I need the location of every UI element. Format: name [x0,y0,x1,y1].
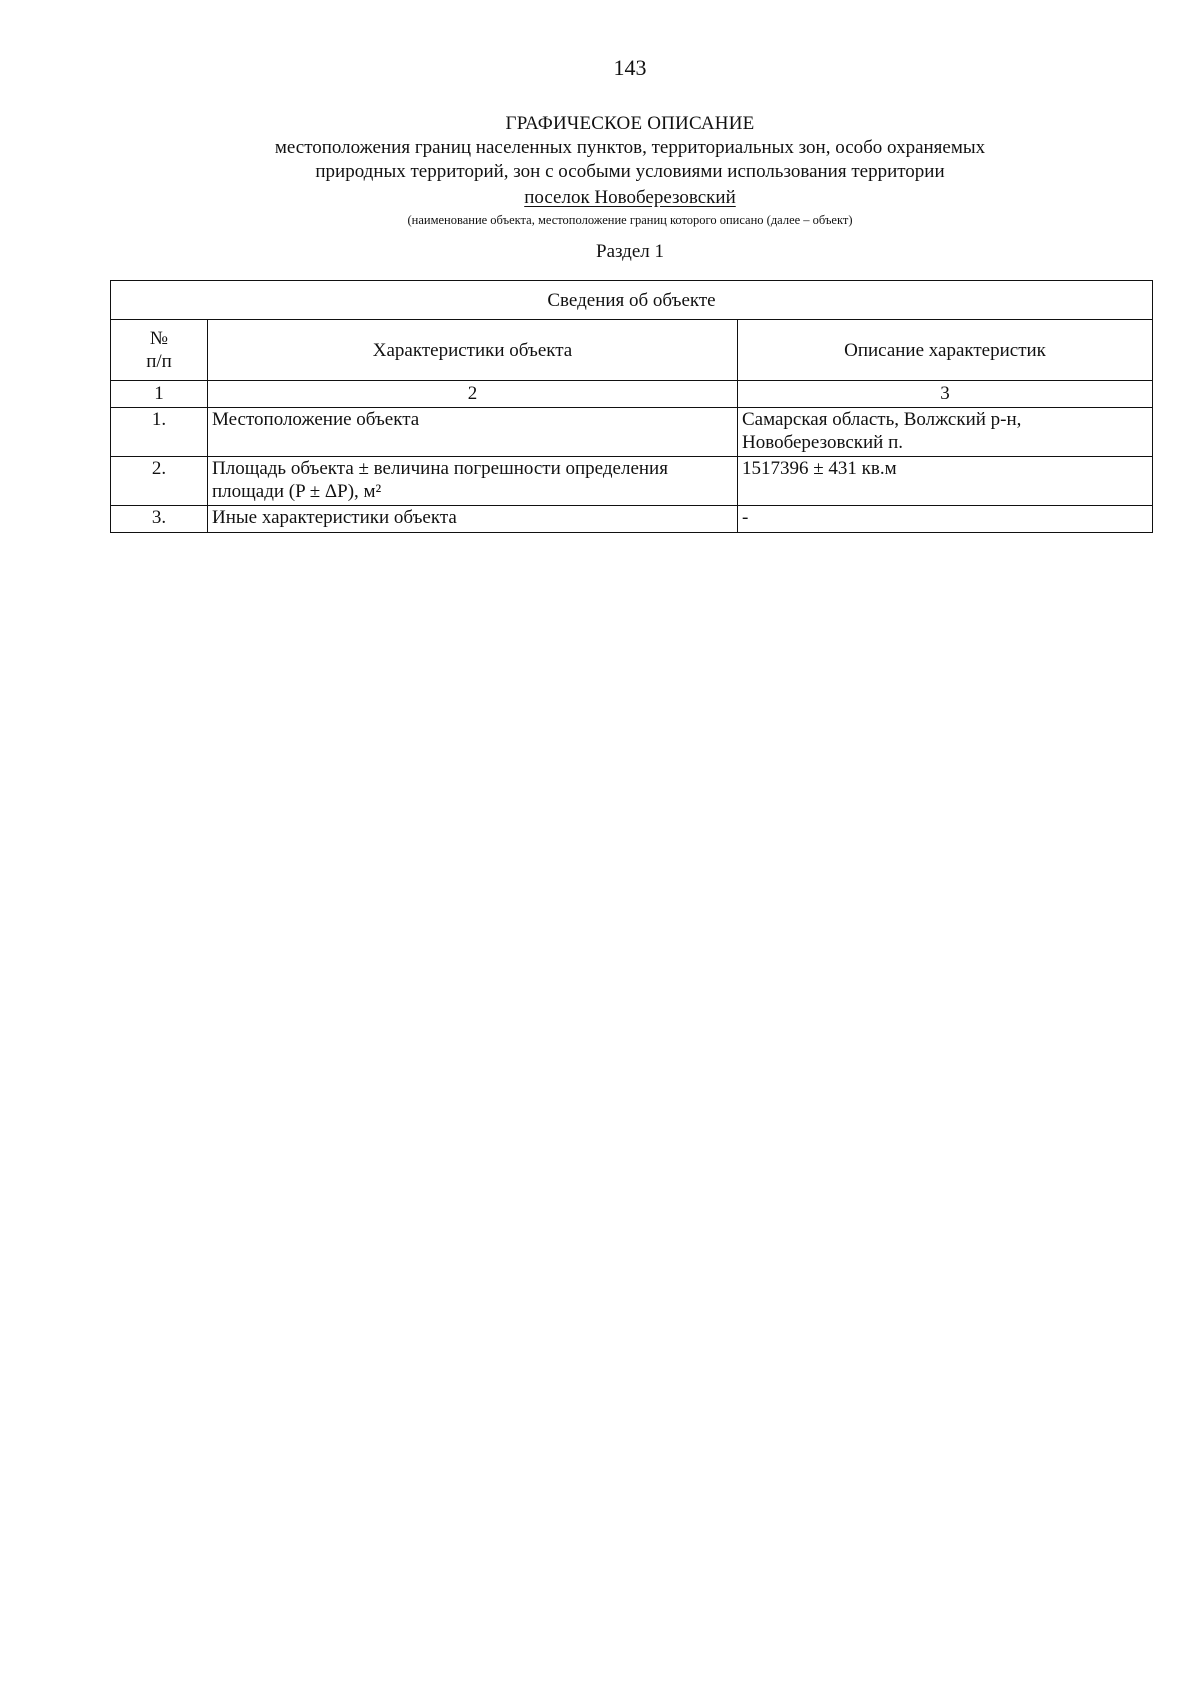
section-label: Раздел 1 [596,241,664,262]
document-subtitle-line-2: природных территорий, зон с особыми условиями использования территории [315,161,945,182]
row-characteristic-line-1: Площадь объекта ± величина погрешности определения [212,458,668,479]
row-characteristic: Местоположение объекта [208,408,738,457]
table-header-row [111,320,1153,381]
column-header-number-line-2: п/п [146,351,172,372]
page-number: 143 [613,55,647,80]
document-subtitle-line-1: местоположения границ населенных пунктов, территориальных зон, особо охраняемых [274,137,986,158]
column-number-3: 3 [738,381,1153,408]
row-characteristic [208,457,738,506]
table-row [111,457,1153,506]
table-title: Сведения об объекте [111,281,1153,320]
column-header-description: Описание характеристик [738,320,1153,381]
table-row [111,506,1153,533]
row-description-line-2: Новоберезовский п. [742,432,903,453]
document-header [0,112,1200,264]
row-number: 2. [111,457,208,506]
column-header-characteristics: Характеристики объекта [208,320,738,381]
row-description-line-1: Самарская область, Волжский р-н, [742,409,1022,430]
column-header-number-line-1: № [149,328,169,349]
row-description: 1517396 ± 431 кв.м [738,457,1153,506]
row-description [738,408,1153,457]
object-name [0,186,1200,210]
row-characteristic: Иные характеристики объекта [208,506,738,533]
table-title-row [111,281,1153,320]
document-title: ГРАФИЧЕСКОЕ ОПИСАНИЕ [505,113,755,134]
object-info-table [110,280,1153,533]
table-row [111,408,1153,457]
column-header-number [111,320,208,381]
column-number-1: 1 [111,381,208,408]
row-number: 3. [111,506,208,533]
row-characteristic-line-2: площади (P ± ΔP), м² [212,481,382,502]
object-caption: (наименование объекта, местоположение границ которого описано (далее – объект) [407,213,853,227]
column-number-row [111,381,1153,408]
row-number: 1. [111,408,208,457]
column-number-2: 2 [208,381,738,408]
object-name-text: поселок Новоберезовский [524,187,736,208]
row-description: - [738,506,1153,533]
